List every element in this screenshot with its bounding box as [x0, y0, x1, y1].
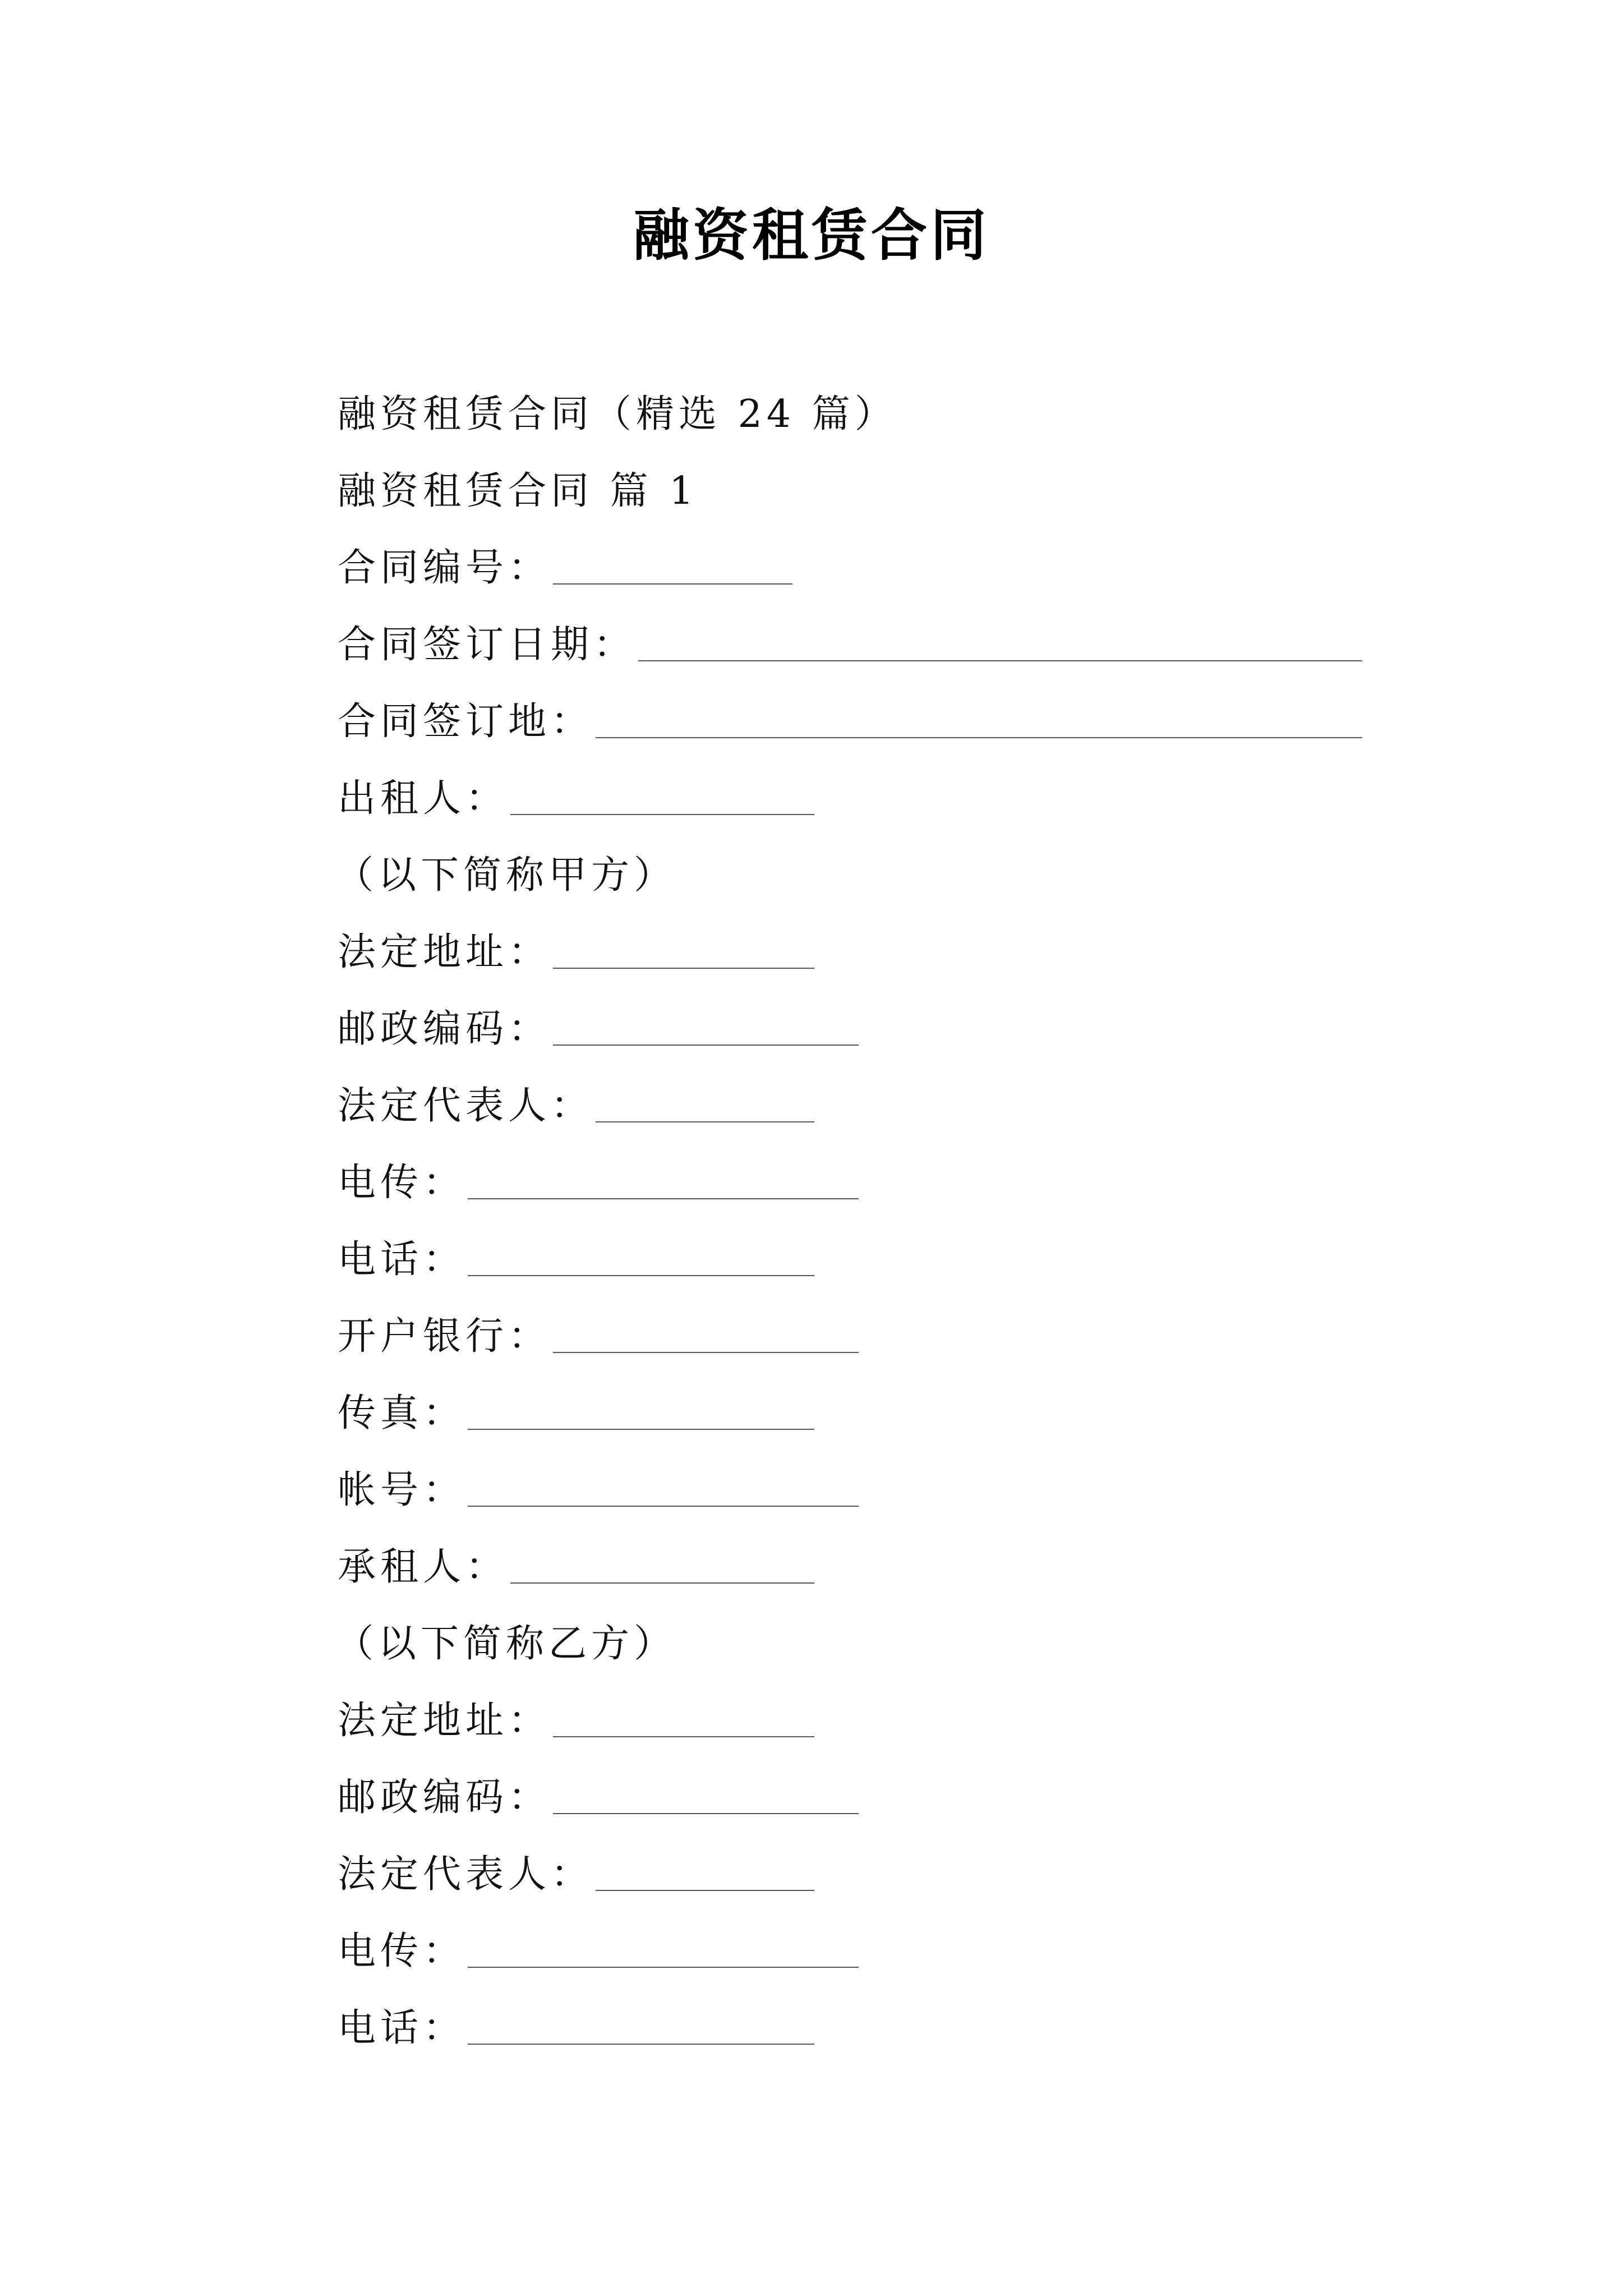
- contract-place-label: 合同签订地：: [338, 700, 594, 744]
- lessor-account-blank: [468, 1467, 859, 1507]
- lessor-account-line: [338, 1448, 859, 1525]
- lessor-postcode-blank: [553, 1006, 859, 1046]
- lessee-representative-blank: [596, 1852, 814, 1891]
- lessee-phone-line: [338, 1986, 814, 2063]
- lessor-label: 出租人：: [338, 776, 509, 821]
- collection-heading: [338, 372, 1362, 449]
- lessor-bank-line: [338, 1295, 859, 1372]
- lessor-fax-blank: [468, 1391, 814, 1430]
- lessor-phone-blank: [468, 1237, 814, 1276]
- lessor-phone-label: 电话：: [338, 1237, 466, 1282]
- lessor-address-line: [338, 910, 814, 987]
- lessee-phone-label: 电话：: [338, 2006, 466, 2050]
- lessee-address-line: [338, 1679, 814, 1756]
- contract-number-label: 合同编号：: [338, 546, 551, 590]
- lessor-fax-line: [338, 1372, 814, 1448]
- lessor-note: （以下简称甲方）: [335, 853, 677, 898]
- lessor-postcode-line: [338, 987, 859, 1064]
- lessee-representative-label: 法定代表人：: [338, 1852, 594, 1897]
- lessor-telex-label: 电传：: [338, 1161, 466, 1205]
- lessor-note-line: [335, 834, 1362, 910]
- lessee-telex-line: [338, 1910, 859, 1986]
- lessor-representative-blank: [596, 1083, 814, 1122]
- lessee-blank: [510, 1544, 814, 1584]
- lessor-address-label: 法定地址：: [338, 930, 551, 974]
- lessee-telex-label: 电传：: [338, 1929, 466, 1973]
- contract-place-line: [338, 680, 1362, 757]
- lessor-bank-label: 开户银行：: [338, 1314, 551, 1359]
- lessor-telex-line: [338, 1141, 859, 1218]
- contract-date-label: 合同签订日期：: [338, 623, 637, 667]
- lessee-representative-line: [338, 1833, 814, 1910]
- lessor-address-blank: [553, 930, 814, 969]
- lessor-postcode-label: 邮政编码：: [338, 1007, 551, 1051]
- contract-number-line: [338, 526, 792, 603]
- section-heading: [338, 449, 1362, 526]
- lessor-blank: [510, 776, 814, 815]
- lessor-telex-blank: [468, 1160, 859, 1199]
- contract-date-blank: [638, 622, 1362, 661]
- lessee-address-label: 法定地址：: [338, 1699, 551, 1743]
- lessee-postcode-blank: [553, 1775, 859, 1814]
- document-body: [335, 372, 1362, 2063]
- lessor-fax-label: 传真：: [338, 1391, 466, 1435]
- contract-date-line: [338, 603, 1362, 680]
- lessee-postcode-line: [338, 1756, 859, 1833]
- lessee-address-blank: [553, 1698, 814, 1737]
- lessee-note: （以下简称乙方）: [335, 1622, 677, 1666]
- lessor-line: [338, 757, 814, 834]
- lessee-note-line: [335, 1602, 1362, 1679]
- lessee-postcode-label: 邮政编码：: [338, 1775, 551, 1820]
- lessor-representative-line: [338, 1064, 814, 1141]
- contract-place-blank: [596, 699, 1362, 738]
- lessor-bank-blank: [553, 1314, 859, 1353]
- document-title: 融资租赁合同: [633, 202, 990, 268]
- collection-heading-text: 融资租赁合同（精选 24 篇）: [338, 392, 897, 436]
- contract-number-blank: [553, 545, 792, 585]
- lessee-label: 承租人：: [338, 1545, 509, 1589]
- lessor-representative-label: 法定代表人：: [338, 1084, 594, 1128]
- lessee-phone-blank: [468, 2005, 814, 2045]
- lessor-phone-line: [338, 1218, 814, 1295]
- lessor-account-label: 帐号：: [338, 1468, 466, 1512]
- section-heading-text: 融资租赁合同 篇 1: [338, 469, 698, 513]
- lessee-telex-blank: [468, 1929, 859, 1968]
- lessee-line: [338, 1525, 814, 1602]
